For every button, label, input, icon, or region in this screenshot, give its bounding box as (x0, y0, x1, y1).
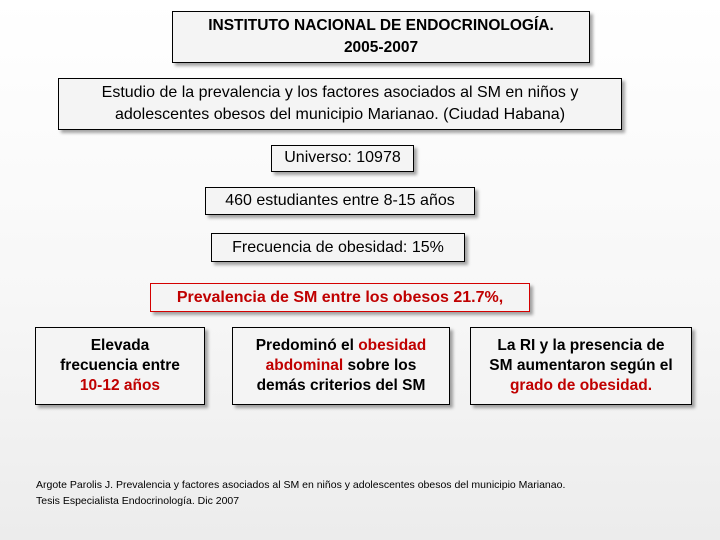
universe-text: Universo: 10978 (284, 149, 401, 166)
reference-citation (36, 477, 706, 509)
sm-prevalence-text: Prevalencia de SM entre los obesos 21.7%, (176, 289, 504, 306)
study-description-box (58, 78, 622, 130)
obesity-frequency-box (211, 233, 465, 262)
obesity-frequency-text: Frecuencia de obesidad: 15% (232, 239, 444, 256)
finding-abdominal-part-1: Predominó el (255, 337, 359, 354)
institute-name: INSTITUTO NACIONAL DE ENDOCRINOLOGÍA. (208, 17, 554, 34)
universe-box (271, 145, 414, 172)
finding-ri-box (470, 327, 692, 405)
study-line-2: adolescentes obesos del municipio Marianao. (Ciudad Habana) (114, 106, 566, 123)
finding-age-box (35, 327, 205, 405)
institute-title-box (172, 11, 590, 63)
finding-abdominal-part-2: sobre los (343, 357, 417, 374)
reference-line-1: Argote Parolis J. Prevalencia y factores asociados al SM en niños y adolescentes obesos del municipio Marianao. (36, 479, 566, 491)
finding-age-line-1: Elevada (90, 337, 150, 354)
study-period: 2005-2007 (343, 39, 419, 56)
students-box (205, 187, 475, 215)
students-text: 460 estudiantes entre 8-15 años (225, 192, 455, 209)
finding-abdominal-line-3: demás criterios del SM (256, 377, 426, 394)
study-line-1: Estudio de la prevalencia y los factores asociados al SM en niños y (101, 84, 579, 101)
finding-abdominal-highlight-1: obesidad (358, 337, 427, 354)
finding-abdominal-box (232, 327, 450, 405)
finding-ri-line-2: SM aumentaron según el (489, 357, 673, 374)
reference-line-2: Tesis Especialista Endocrinología. Dic 2007 (36, 495, 240, 507)
finding-ri-highlight: grado de obesidad. (509, 377, 653, 394)
finding-age-line-2: frecuencia entre (60, 357, 180, 374)
finding-abdominal-highlight-2: abdominal (265, 357, 344, 374)
finding-age-highlight: 10-12 años (79, 377, 161, 394)
sm-prevalence-box (150, 283, 530, 312)
finding-ri-line-1: La RI y la presencia de (497, 337, 665, 354)
